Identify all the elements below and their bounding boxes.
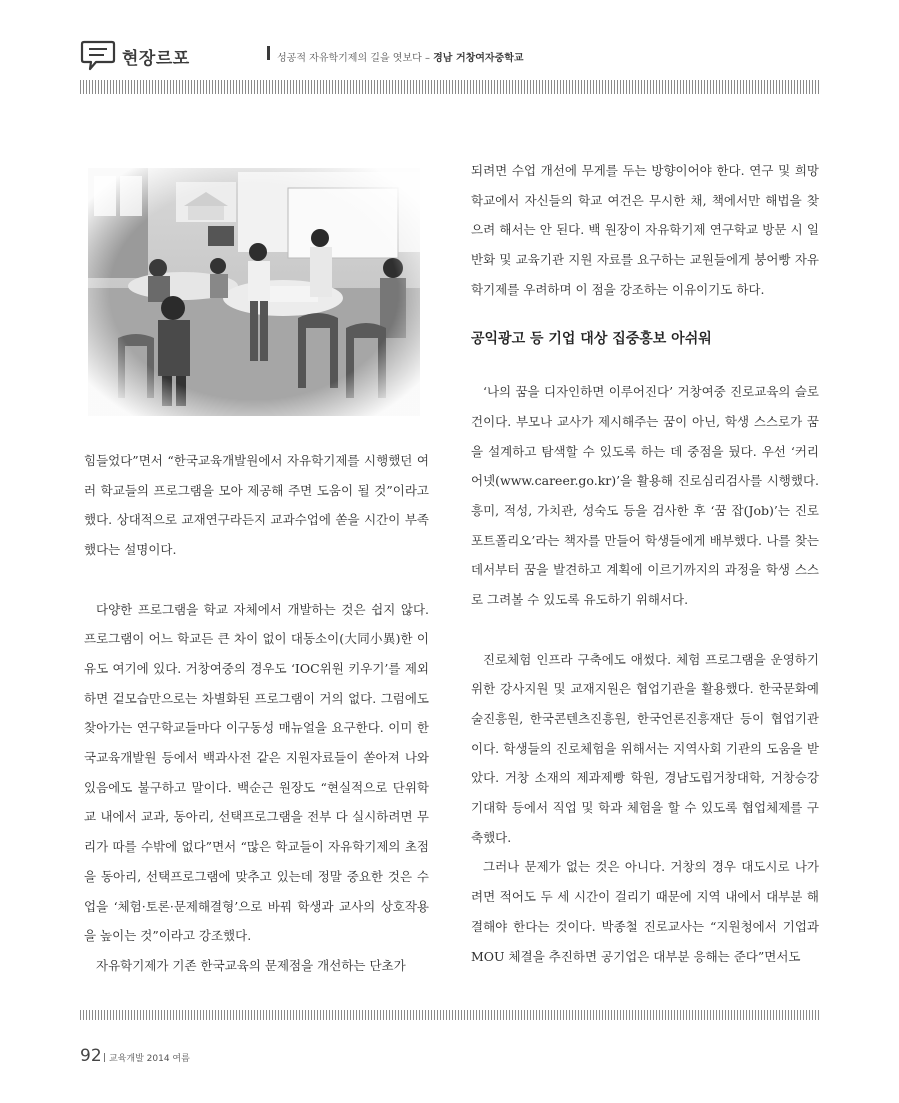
footer-stripe [80,1010,820,1020]
paragraph: 다양한 프로그램을 학교 자체에서 개발하는 것은 쉽지 않다. 프로그램이 어느 학교든 큰 차이 없이 대동소이(大同小異)한 이유도 여기에 있다. 거창여중의 경우도 ‘IOC위원 키우기’를 제외하면 겉모습만으로는 차별화된 프로그램이 거의 없다. 그럼에도 찾아가는 연구학교들마다 이구동성 매뉴얼을 요구한다. 이미 한국교육개발원 등에서 백과사전 같은 지원자료들이 쏟아져 나와 있음에도 불구하고 말이다. 백순근 원장도 “현실적으로 단위학교 내에서 교과, 동아리, 선택프로그램을 전부 다 실시하려면 무리가 따를 수밖에 없다”면서 “많은 학교들이 자유학기제의 초점을 동아리, 선택프로그램에 맞추고 있는데 정말 중요한 것은 수업을 ‘체험·토론·문제해결형’으로 바꿔 학생과 교사의 상호작용을 높이는 것”이라고 강조했다. [84,601,429,944]
header-stripe [80,80,820,94]
page-header [80,40,820,74]
paragraph: 되려면 수업 개선에 무게를 두는 방향이어야 한다. 연구 및 희망학교에서 자신들의 학교 여건은 무시한 채, 책에서만 해법을 찾으려 해서는 안 된다. 백 원장이 자유학기제 연구학교 방문 시 일반화 및 교육기관 지원 자료를 요구하는 교원들에게 붕어빵 자유학기제를 우려하며 이 점을 강조하는 이유이기도 하다. [471,163,819,297]
page-number: 92 [80,1046,102,1066]
section-name: 현장르포 [122,49,190,69]
section-heading: 공익광고 등 기업 대상 집중홍보 아쉬워 [471,330,712,347]
article-subtitle: 성공적 자유학기제의 길을 엿보다 – 경남 거창여자중학교 [277,53,524,64]
right-column [471,156,819,971]
paragraph: 힘들었다”면서 “한국교육개발원에서 자유학기제를 시행했던 여러 학교들의 프로그램을 모아 제공해 주면 도움이 될 것”이라고 했다. 상대적으로 교재연구라든지 교과수업에 쏟을 시간이 부족했다는 설명이다. [84,453,429,558]
left-column [84,446,429,981]
classroom-photo [88,168,420,416]
paragraph: ‘나의 꿈을 디자인하면 이루어진다’ 거창여중 진로교육의 슬로건이다. 부모나 교사가 제시해주는 꿈이 아닌, 학생 스스로가 꿈을 설계하고 탐색할 수 있도록 하는 데 중점을 뒀다. 우선 ‘커리어넷(www.career.go.kr)’을 활용해 진로심리검사를 시행했다. 흥미, 적성, 가치관, 성숙도 등을 검사한 후 ‘꿈 잡(Job)’는 진로 포트폴리오’라는 책자를 만들어 학생들에게 배부했다. 나를 찾는 데서부터 꿈을 발견하고 계획에 이르기까지의 과정을 학생 스스로 그려볼 수 있도록 유도하기 위해서다. [471,384,819,608]
speech-bubble-icon [80,40,116,72]
paragraph: 진로체험 인프라 구축에도 애썼다. 체험 프로그램을 운영하기 위한 강사지원 및 교재지원은 협업기관을 활용했다. 한국문화예술진흥원, 한국콘텐츠진흥원, 한국언론진흥재단 등이 협업기관이다. 학생들의 진로체험을 위해서는 지역사회 기관의 도움을 받았다. 거창 소재의 제과제빵 학원, 경남도립거창대학, 거창승강기대학 등에서 직업 및 학과 체험을 할 수 있도록 협업체제를 구축했다. [471,651,819,845]
section-divider [267,46,270,60]
publication-name: 교육개발 2014 여름 [104,1051,190,1064]
paragraph: 자유학기제가 기존 한국교육의 문제점을 개선하는 단초가 [96,957,406,973]
paragraph: 그러나 문제가 없는 것은 아니다. 거창의 경우 대도시로 나가려면 적어도 두 세 시간이 걸리기 때문에 지역 내에서 대부분 해결해야 한다는 것이다. 박종철 진로교사는 “지원청에서 기업과 MOU 체결을 추진하면 공기업은 대부분 응해는 준다”면서도 [471,859,819,964]
